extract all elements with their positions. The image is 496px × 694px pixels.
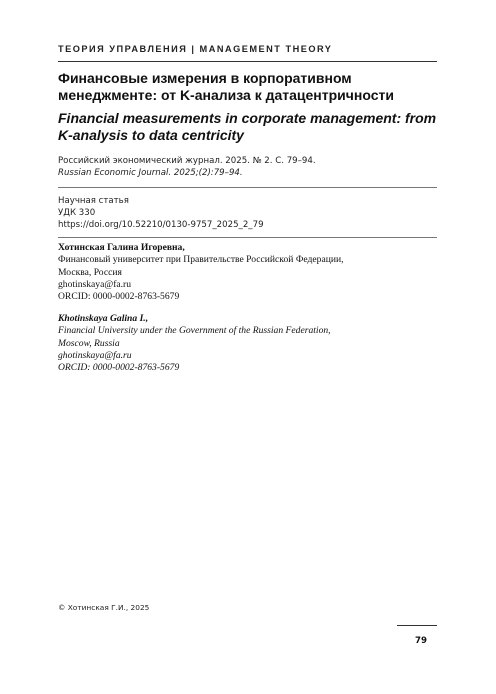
citation-ru: Российский экономический журнал. 2025. № 2. С. 79–94. xyxy=(58,156,316,166)
article-title-en: Financial measurements in corporate management: from K-analysis to data centricity xyxy=(58,110,437,143)
header-rule xyxy=(58,61,437,62)
section-heading: ТЕОРИЯ УПРАВЛЕНИЯ | MANAGEMENT THEORY xyxy=(58,44,333,54)
author-email-en[interactable]: ghotinskaya@fa.ru xyxy=(58,349,132,361)
author-orcid-en: ORCID: 0000-0002-8763-5679 xyxy=(58,362,180,374)
doi-link[interactable]: https://doi.org/10.52210/0130-9757_2025_2_79 xyxy=(58,220,264,230)
author-location-en: Moscow, Russia xyxy=(58,337,120,349)
article-type: Научная статья xyxy=(58,196,129,206)
author-orcid-ru: ORCID: 0000-0002-8763-5679 xyxy=(58,291,180,303)
copyright-notice: © Хотинская Г.И., 2025 xyxy=(58,603,150,612)
author-email-ru[interactable]: ghotinskaya@fa.ru xyxy=(58,278,132,290)
article-meta xyxy=(58,195,438,231)
citation-block xyxy=(58,155,438,179)
author-affiliation-en: Financial University under the Government of the Russian Federation, xyxy=(58,325,331,337)
citation-en: Russian Economic Journal. 2025;(2):79–94. xyxy=(58,168,243,178)
author-name-ru: Хотинская Галина Игоревна, xyxy=(58,242,185,253)
author-location-ru: Москва, Россия xyxy=(58,266,122,278)
author-block-en xyxy=(58,313,438,374)
article-title-ru: Финансовые измерения в корпоративном менеджменте: от K-анализа к датацентричности xyxy=(58,70,394,103)
author-affiliation-ru: Финансовый университет при Правительстве Российской Федерации, xyxy=(58,254,344,266)
footer-rule xyxy=(397,625,437,626)
divider-rule xyxy=(58,237,437,238)
udc-code: УДК 330 xyxy=(58,208,96,218)
author-block-ru xyxy=(58,242,438,303)
divider-rule xyxy=(58,187,437,188)
author-name-en: Khotinskaya Galina I., xyxy=(58,313,149,324)
page-number: 79 xyxy=(415,636,427,646)
